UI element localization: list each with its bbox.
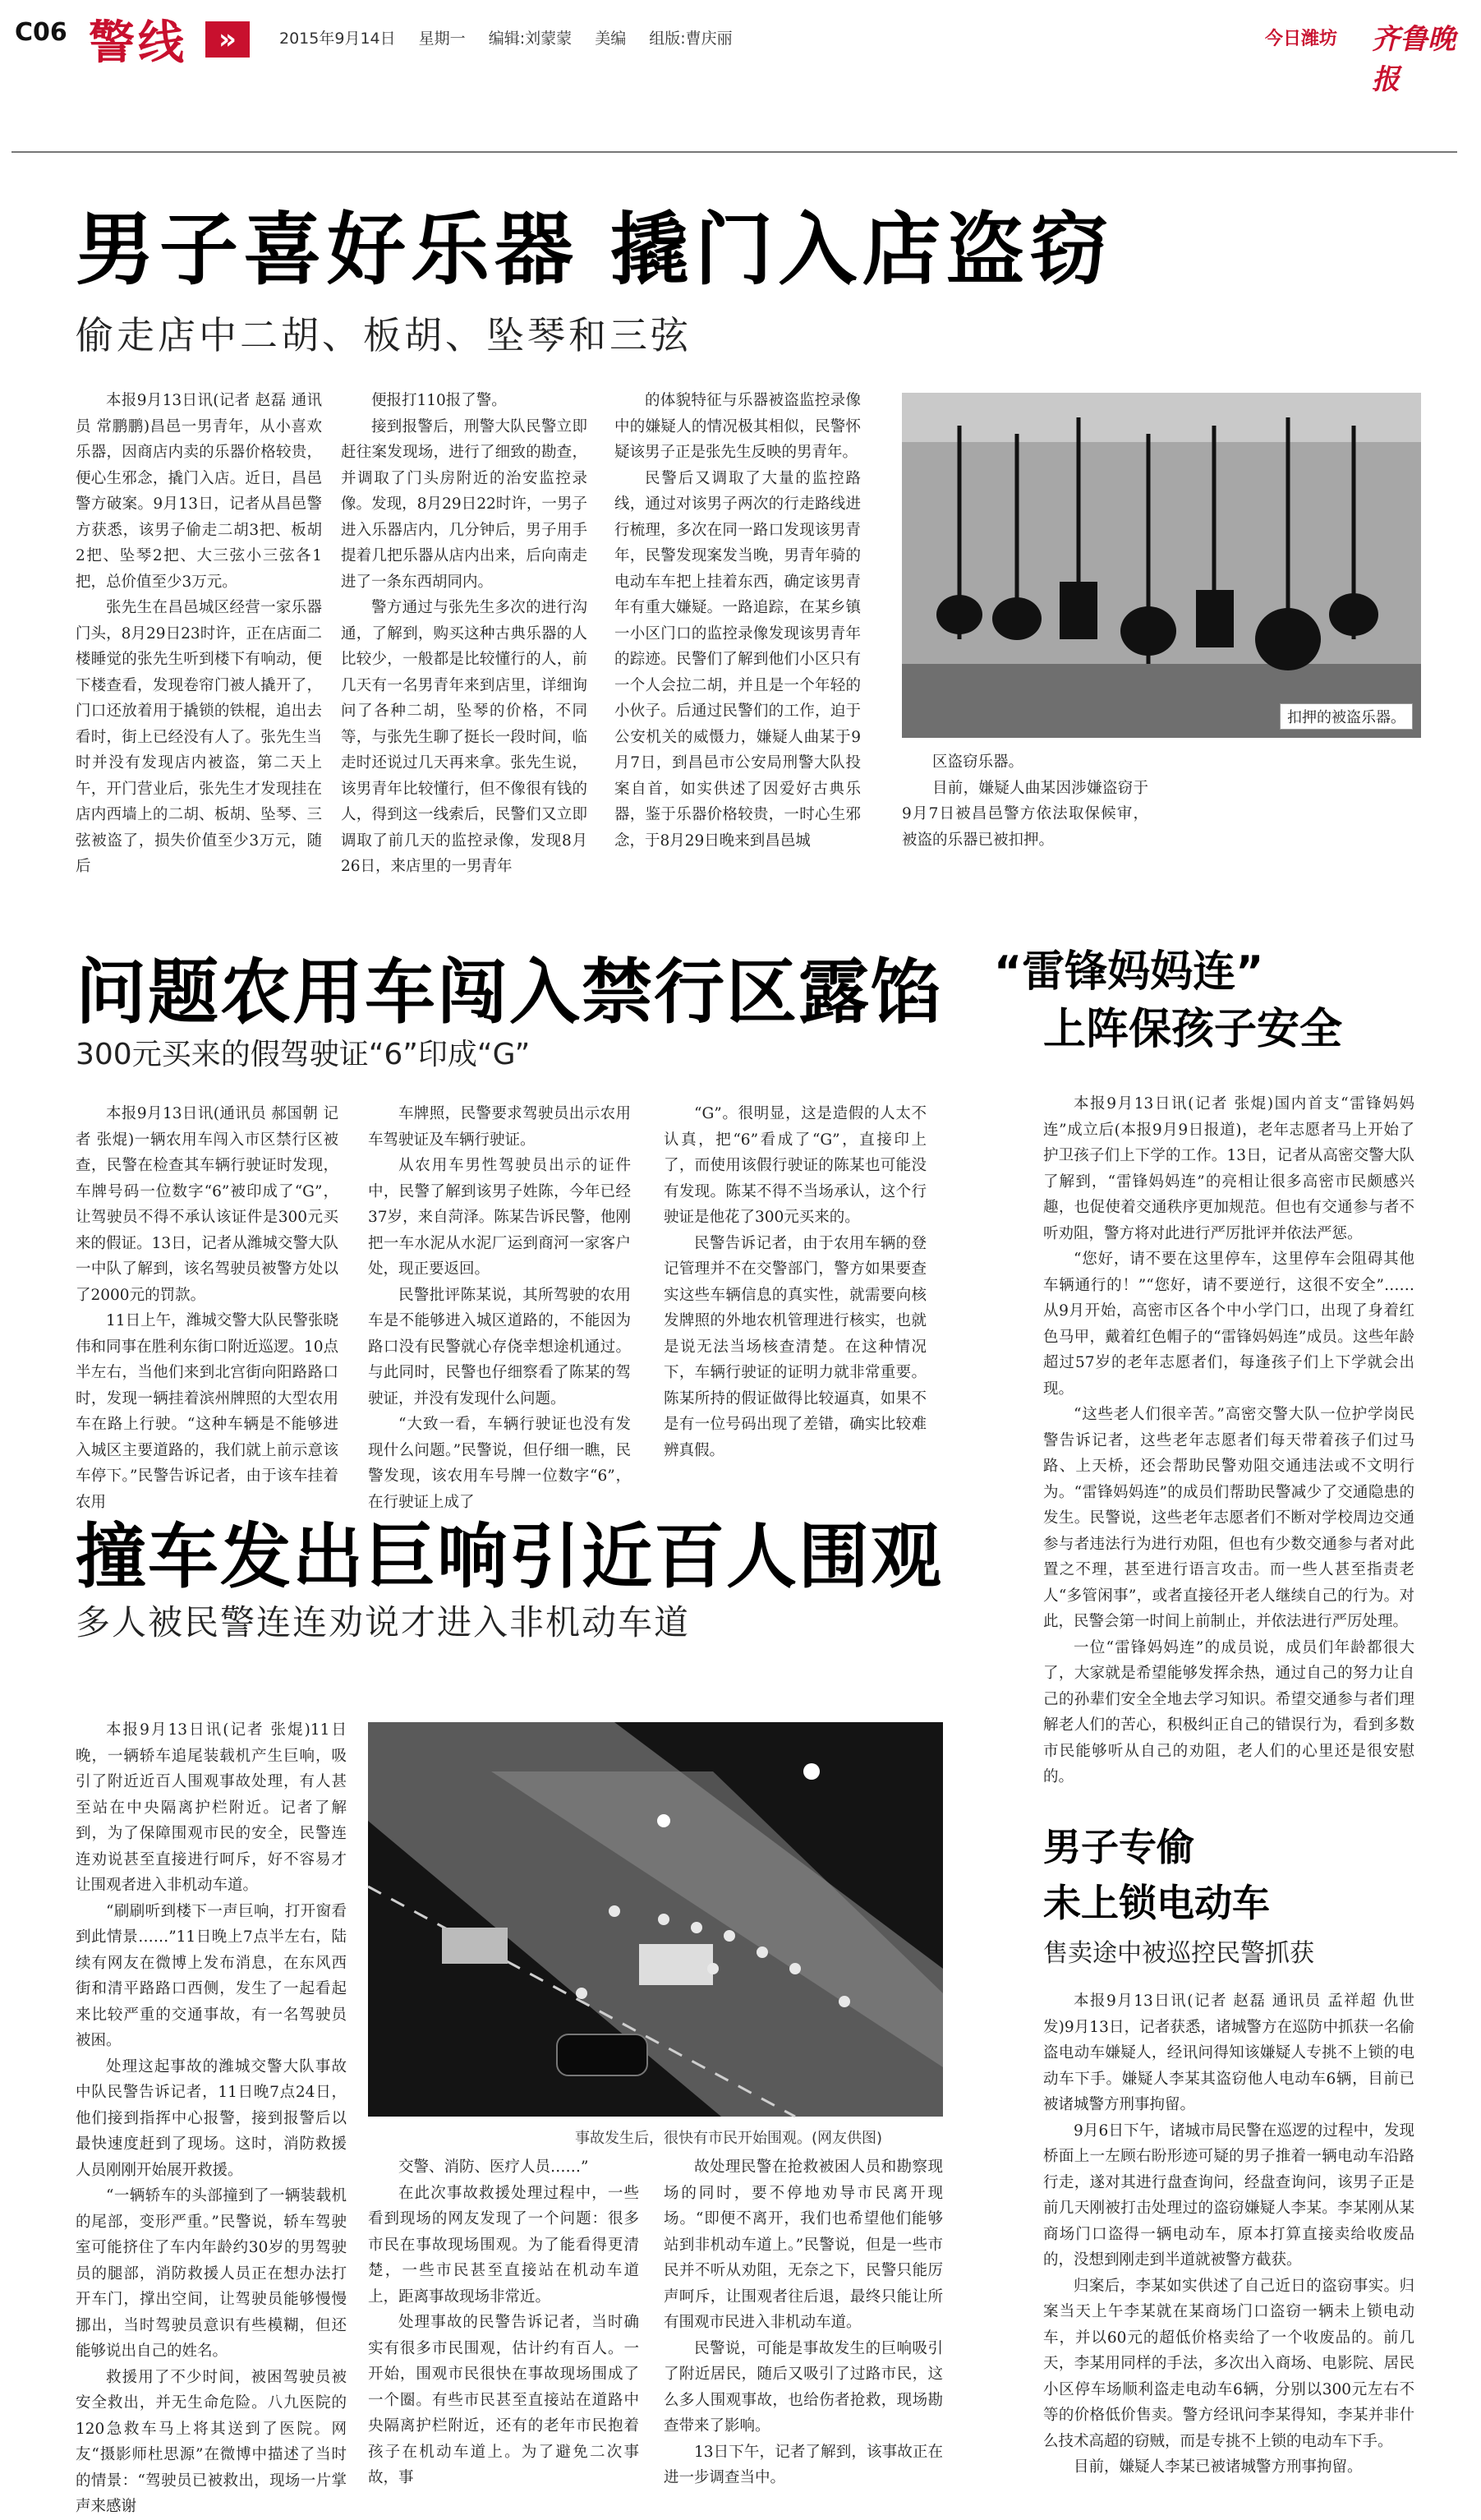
story4-paragraph: 一位“雷锋妈妈连”的成员说，成员们年龄都很大了，大家就是希望能够发挥余热，通过自己的努力让自己的孙辈们安全全地去学习知识。希望交通参与者们理解老人们的苦心，积极纠正自己的错误行为，看到多数市民能够听从自己的劝阻，老人们的心里还是很安慰的。	[1043, 1638, 1414, 1785]
issue-proof: 组版:曹庆丽	[649, 30, 733, 48]
story4-headline-line2: 上阵保孩子安全	[1043, 1005, 1343, 1054]
story3-column-3	[664, 2154, 943, 2486]
story3-paragraph: 故处理民警在抢救被困人员和勘察现场的同时，要不停地劝导市民离开现场。“即便不离开，我们也希望他们能够站到非机动车道上。”民警说，但是一些市民并不听从劝阻，无奈之下，民警只能厉声呵斥，让围观者往后退，最终只能让所有围观市民进入非机动车道。	[664, 2158, 943, 2331]
story1-column-4	[902, 749, 1148, 856]
story3-paragraph: 救援用了不少时间，被困驾驶员被安全救出，并无生命危险。八九医院的120急救车马上将其送到了医院。网友“摄影师杜思源”在微博中描述了当时的情景：“驾驶员已被救出，现场一片掌声来感谢	[76, 2368, 347, 2515]
story3-column-2	[368, 2154, 639, 2486]
accident-photo-caption: 事故发生后，很快有市民开始围观。(网友供图)	[575, 2130, 883, 2147]
story5-subhead: 售卖途中被巡控民警抓获	[1043, 1939, 1314, 1968]
accident-scene-illustration	[368, 1722, 943, 2117]
issue-designer: 美编	[595, 30, 627, 48]
header-divider	[11, 151, 1457, 153]
story5-headline-line1: 男子专偷	[1043, 1825, 1194, 1869]
story3-paragraph: 处理这起事故的潍城交警大队事故中队民警告诉记者，11日晚7点24日，他们接到指挥中心报警，接到报警后以最快速度赶到了现场。这时，消防救援人员刚刚开始展开救援。	[76, 2057, 347, 2179]
story5-paragraph: 归案后，李某如实供述了自己近日的盗窃事实。归案当天上午李某就在某商场门口盗窃一辆未上锁电动车，并以60元的超低价格卖给了一个收废品的。前几天，李某用同样的手法，多次出入商场、电影院、居民小区停车场顺利盗走电动车6辆，分别以300元左右不等的价格低价售卖。警方经讯问李某得知，李某并非什么技术高超的窃贼，而是专挑不上锁的电动车下手。	[1043, 2277, 1414, 2450]
instruments-illustration	[902, 393, 1421, 738]
story2-column-3	[664, 1101, 927, 1459]
story2-paragraph: “G”。很明显，这是造假的人太不认真，把“6”看成了“G”，直接印上了，而使用该假行驶证的陈某也可能没有发现。陈某不得不当场承认，这个行驶证是他花了300元买来的。	[664, 1105, 927, 1226]
story2-subhead: 300元买来的假驾驶证“6”印成“G”	[76, 1038, 531, 1071]
story1-paragraph: 便报打110报了警。	[371, 392, 507, 409]
story3-headline: 撞车发出巨响引近百人围观	[76, 1516, 943, 1598]
story1-paragraph: 民警后又调取了大量的监控路线，通过对该男子两次的行走路线进行梳理，多次在同一路口发现该男青年，民警发现案发当晚，男青年骑的电动车车把上挂着东西，确定该男青年有重大嫌疑。一路追踪，在某乡镇一小区门口的监控录像发现该男青年的踪迹。民警们了解到他们小区只有一个人会拉二胡，并且是一个年轻的小伙子。后通过民警们的工作，迫于公安机关的威慑力，嫌疑人曲某于9月7日，到昌邑市公安局刑警大队投案自首，如实供述了因爱好古典乐器，鉴于乐器价格较贵，一时心生邪念，于8月29日晚来到昌邑城	[614, 469, 861, 850]
issue-date: 2015年9月14日	[279, 30, 396, 48]
photo-tag-label: 扣押的被盗乐器。	[1280, 703, 1413, 730]
story1-headline: 男子喜好乐器 撬门入店盗窃	[76, 204, 1114, 296]
story4-headline-line1: “雷锋妈妈连”	[994, 947, 1264, 997]
accident-scene-photo	[368, 1722, 943, 2117]
story5-column	[1043, 1988, 1414, 2476]
chevron-right-icon: »	[205, 21, 250, 58]
story2-paragraph: 民警告诉记者，由于农用车辆的登记管理并不在交警部门，警方如果要查实这些车辆信息的真实性，就需要向核发牌照的外地农机管理进行核实，也就是说无法当场核查清楚。在这种情况下，车辆行驶证的证明力就非常重要。陈某所持的假证做得比较逼真，如果不是有一位号码出现了差错，确实比较难辨真假。	[664, 1234, 927, 1459]
newspaper-logo: 齐鲁晚报	[1372, 23, 1456, 96]
story2-column-1	[76, 1101, 338, 1511]
story4-paragraph: “这些老人们很辛苦。”高密交警大队一位护学岗民警告诉记者，这些老年志愿者们每天带着孩子们过马路、上天桥，还会帮助民警劝阻交通违法或不文明行为。“雷锋妈妈连”的成员们帮助民警减少了交通隐患的发生。民警说，这些老年志愿者们不断对学校周边交通参与者违法行为进行劝阻，但也有少数交通参与者对此置之不理，甚至进行语言攻击。而一些人甚至指责老人“多管闲事”，或者直接径开老人继续自己的行为。对此，民警会第一时间上前制止，并依法进行严厉处理。	[1043, 1406, 1414, 1630]
story4-lead-paragraph: 本报9月13日讯(记者 张焜)国内首支“雷锋妈妈连”成立后(本报9月9日报道)，老年志愿者马上开始了护卫孩子们上下学的工作。13日，记者从高密交警大队了解到，“雷锋妈妈连”的亮相让很多高密市民颇感兴趣，也促使着交通秩序更加规范。但也有交通参与者不听劝阻，警方将对此进行严厉批评并依法严惩。	[1043, 1095, 1414, 1242]
story2-lead-paragraph: 本报9月13日讯(通讯员 郝国朝 记者 张焜)一辆农用车闯入市区禁行区被查，民警在检查其车辆行驶证时发现，车牌号码一位数字“6”被印成了“G”，让驾驶员不得不承认该证件是300元买来的假证。13日，记者从潍城交警大队一中队了解到，该名驾驶员被警方处以了2000元的罚款。	[76, 1105, 338, 1304]
story1-paragraph: 区盗窃乐器。	[932, 753, 1024, 771]
instruments-photo	[902, 393, 1421, 738]
story3-lead-paragraph: 本报9月13日讯(记者 张焜)11日晚，一辆轿车追尾装载机产生巨响，吸引了附近近百人围观事故处理，有人甚至站在中央隔离护栏附近。记者了解到，为了保障围观市民的安全，民警连连劝说甚至直接进行呵斥，好不容易才让围观者进入非机动车道。	[76, 1721, 347, 1894]
page-header	[0, 0, 1481, 96]
story1-column-1	[76, 388, 322, 873]
issue-weekday: 星期一	[418, 30, 466, 48]
story3-paragraph: “刷刷听到楼下一声巨响，打开窗看到此情景……”11日晚上7点半左右，陆续有网友在微博上发布消息，在东风西街和清平路路口西侧，发生了一起看起来比较严重的交通事故，有一名驾驶员被困。	[76, 1902, 347, 2049]
story3-paragraph: “一辆轿车的头部撞到了一辆装载机的尾部，变形严重。”民警说，轿车驾驶室可能挤住了车内年龄约30岁的男驾驶员的腿部，消防救援人员正在想办法打开车门，撑出空间，让驾驶员能够慢慢挪出，当时驾驶员意识有些模糊，但还能够说出自己的姓名。	[76, 2187, 347, 2360]
story3-paragraph: 在此次事故救援处理过程中，一些看到现场的网友发现了一个问题：很多市民在事故现场围观。为了能看得更清楚，一些市民甚至直接站在机动车道上，距离事故现场非常近。	[368, 2184, 639, 2306]
story3-paragraph: 民警说，可能是事故发生的巨响吸引了附近居民，随后又吸引了过路市民，这么多人围观事故，也给伤者抢救，现场勘查带来了影响。	[664, 2339, 943, 2435]
story1-paragraph: 警方通过与张先生多次的进行沟通，了解到，购买这种古典乐器的人比较少，一般都是比较懂行的人，前几天有一名男青年来到店里，详细询问了各种二胡，坠琴的价格，不同等，与张先生聊了挺长一段时间，临走时还说过几天再来拿。张先生说，该男青年比较懂行，但不像很有钱的人，得到这一线索后，民警们又立即调取了前几天的监控录像，发现8月26日，来店里的一男青年	[341, 599, 587, 875]
story5-lead-paragraph: 本报9月13日讯(记者 赵磊 通讯员 孟祥超 仇世发)9月13日，记者获悉，诸城警方在巡防中抓获一名偷盗电动车嫌疑人，经讯问得知该嫌疑人专挑不上锁的电动车下手。嫌疑人李某其盗窃他人电动车6辆，目前已被诸城警方刑事拘留。	[1043, 1993, 1414, 2113]
story2-paragraph: 车牌照，民警要求驾驶员出示农用车驾驶证及车辆行驶证。	[368, 1105, 631, 1149]
story2-paragraph: 从农用车男性驾驶员出示的证件中，民警了解到该男子姓陈，今年已经37岁，来自菏泽。陈某告诉民警，他刚把一车水泥从水泥厂运到商河一家客户处，现正要返回。	[368, 1157, 631, 1278]
story5-headline-line2: 未上锁电动车	[1043, 1881, 1270, 1925]
story2-paragraph: 民警批评陈某说，其所驾驶的农用车是不能够进入城区道路的，不能因为路口没有民警就心存侥幸想途机通过。与此同时，民警也仔细察看了陈某的驾驶证，并没有发现什么问题。	[368, 1286, 631, 1407]
issue-meta	[279, 26, 751, 48]
story5-paragraph: 9月6日下午，诸城市局民警在巡逻的过程中，发现桥面上一左顾右盼形迹可疑的男子推着一辆电动车沿路行走，遂对其进行盘查询问，经盘查询问，该男子正是前几天刚被打击处理过的盗窃嫌疑人李某。李某刚从某商场门口盗得一辆电动车，原本打算直接卖给收废品的，没想到刚走到半道就被警方截获。	[1043, 2121, 1414, 2269]
story2-column-2	[368, 1101, 631, 1511]
story2-paragraph: “大致一看，车辆行驶证也没有发现什么问题。”民警说，但仔细一瞧，民警发现，该农用车号牌一位数字“6”，在行驶证上成了	[368, 1416, 631, 1511]
story1-lead-paragraph: 本报9月13日讯(记者 赵磊 通讯员 常鹏鹏)昌邑一男青年，从小喜欢乐器，因商店内卖的乐器价格较贵，便心生邪念，撬门入店。近日，昌邑警方破案。9月13日，记者从昌邑警方获悉，该男子偷走二胡3把、板胡2把、坠琴2把、大三弦小三弦各1把，总价值至少3万元。	[76, 392, 322, 591]
page-number: C06	[15, 18, 67, 47]
brand-subtitle: 今日潍坊	[1265, 29, 1338, 49]
story2-headline: 问题农用车闯入禁行区露馅	[76, 951, 943, 1034]
section-title: 警线	[89, 16, 187, 70]
story1-paragraph: 的体貌特征与乐器被盗监控录像中的嫌疑人的情况极其相似，民警怀疑该男子正是张先生反映的男青年。	[614, 392, 861, 461]
story1-column-2	[341, 388, 587, 873]
story1-paragraph: 接到报警后，刑警大队民警立即赶往案发现场，进行了细致的勘查，并调取了门头房附近的治安监控录像。发现，8月29日22时许，一男子进入乐器店内，几分钟后，男子用手提着几把乐器从店内出来，后向南走进了一条东西胡同内。	[341, 417, 587, 591]
story1-subhead: 偷走店中二胡、板胡、坠琴和三弦	[76, 313, 692, 357]
story1-column-3	[614, 388, 861, 873]
story4-paragraph: “您好，请不要在这里停车，这里停车会阻碍其他车辆通行的！”“您好，请不要逆行，这很不安全”……从9月开始，高密市区各个中小学门口，出现了身着红色马甲，戴着红色帽子的“雷锋妈妈连”成员。这些年龄超过57岁的老年志愿者们，每逢孩子们上下学就会出现。	[1043, 1251, 1414, 1398]
story1-paragraph: 张先生在昌邑城区经营一家乐器门头，8月29日23时许，正在店面二楼睡觉的张先生听到楼下有响动，便下楼查看，发现卷帘门被人撬开了，门口还放着用于撬锁的铁棍，追出去看时，街上已经没有人了。张先生当时并没有发现店内被盗，第二天上午，开门营业后，张先生才发现挂在店内西墙上的二胡、板胡、坠琴、三弦被盗了，损失价值至少3万元，随后	[76, 599, 322, 875]
issue-editor: 编辑:刘蒙蒙	[488, 30, 573, 48]
story1-paragraph: 目前，嫌疑人曲某因涉嫌盗窃于9月7日被昌邑警方依法取保候审，被盗的乐器已被扣押。	[902, 779, 1148, 849]
story3-paragraph: 处理事故的民警告诉记者，当时确实有很多市民围观，估计约有百人。一开始，围观市民很快在事故现场围成了一个圈。有些市民甚至直接站在道路中央隔离护栏附近，还有的老年市民抱着孩子在机动车道上。为了避免二次事故，事	[368, 2314, 639, 2486]
story3-paragraph: 13日下午，记者了解到，该事故正在进一步调查当中。	[664, 2443, 943, 2486]
story3-subhead: 多人被民警连连劝说才进入非机动车道	[76, 1602, 691, 1642]
story4-column	[1043, 1091, 1414, 1785]
story2-paragraph: 11日上午，潍城交警大队民警张晓伟和同事在胜利东街口附近巡逻。10点半左右，当他们来到北宫街向阳路路口时，发现一辆挂着滨州牌照的大型农用车在路上行驶。“这种车辆是不能够进入城区主要道路的，我们就上前示意该车停下。”民警告诉记者，由于该车挂着农用	[76, 1312, 338, 1511]
story5-paragraph: 目前，嫌疑人李某已被诸城警方刑事拘留。	[1074, 2458, 1363, 2476]
story3-column-1	[76, 1717, 347, 2515]
story3-paragraph: 交警、消防、医疗人员……”	[398, 2158, 589, 2176]
